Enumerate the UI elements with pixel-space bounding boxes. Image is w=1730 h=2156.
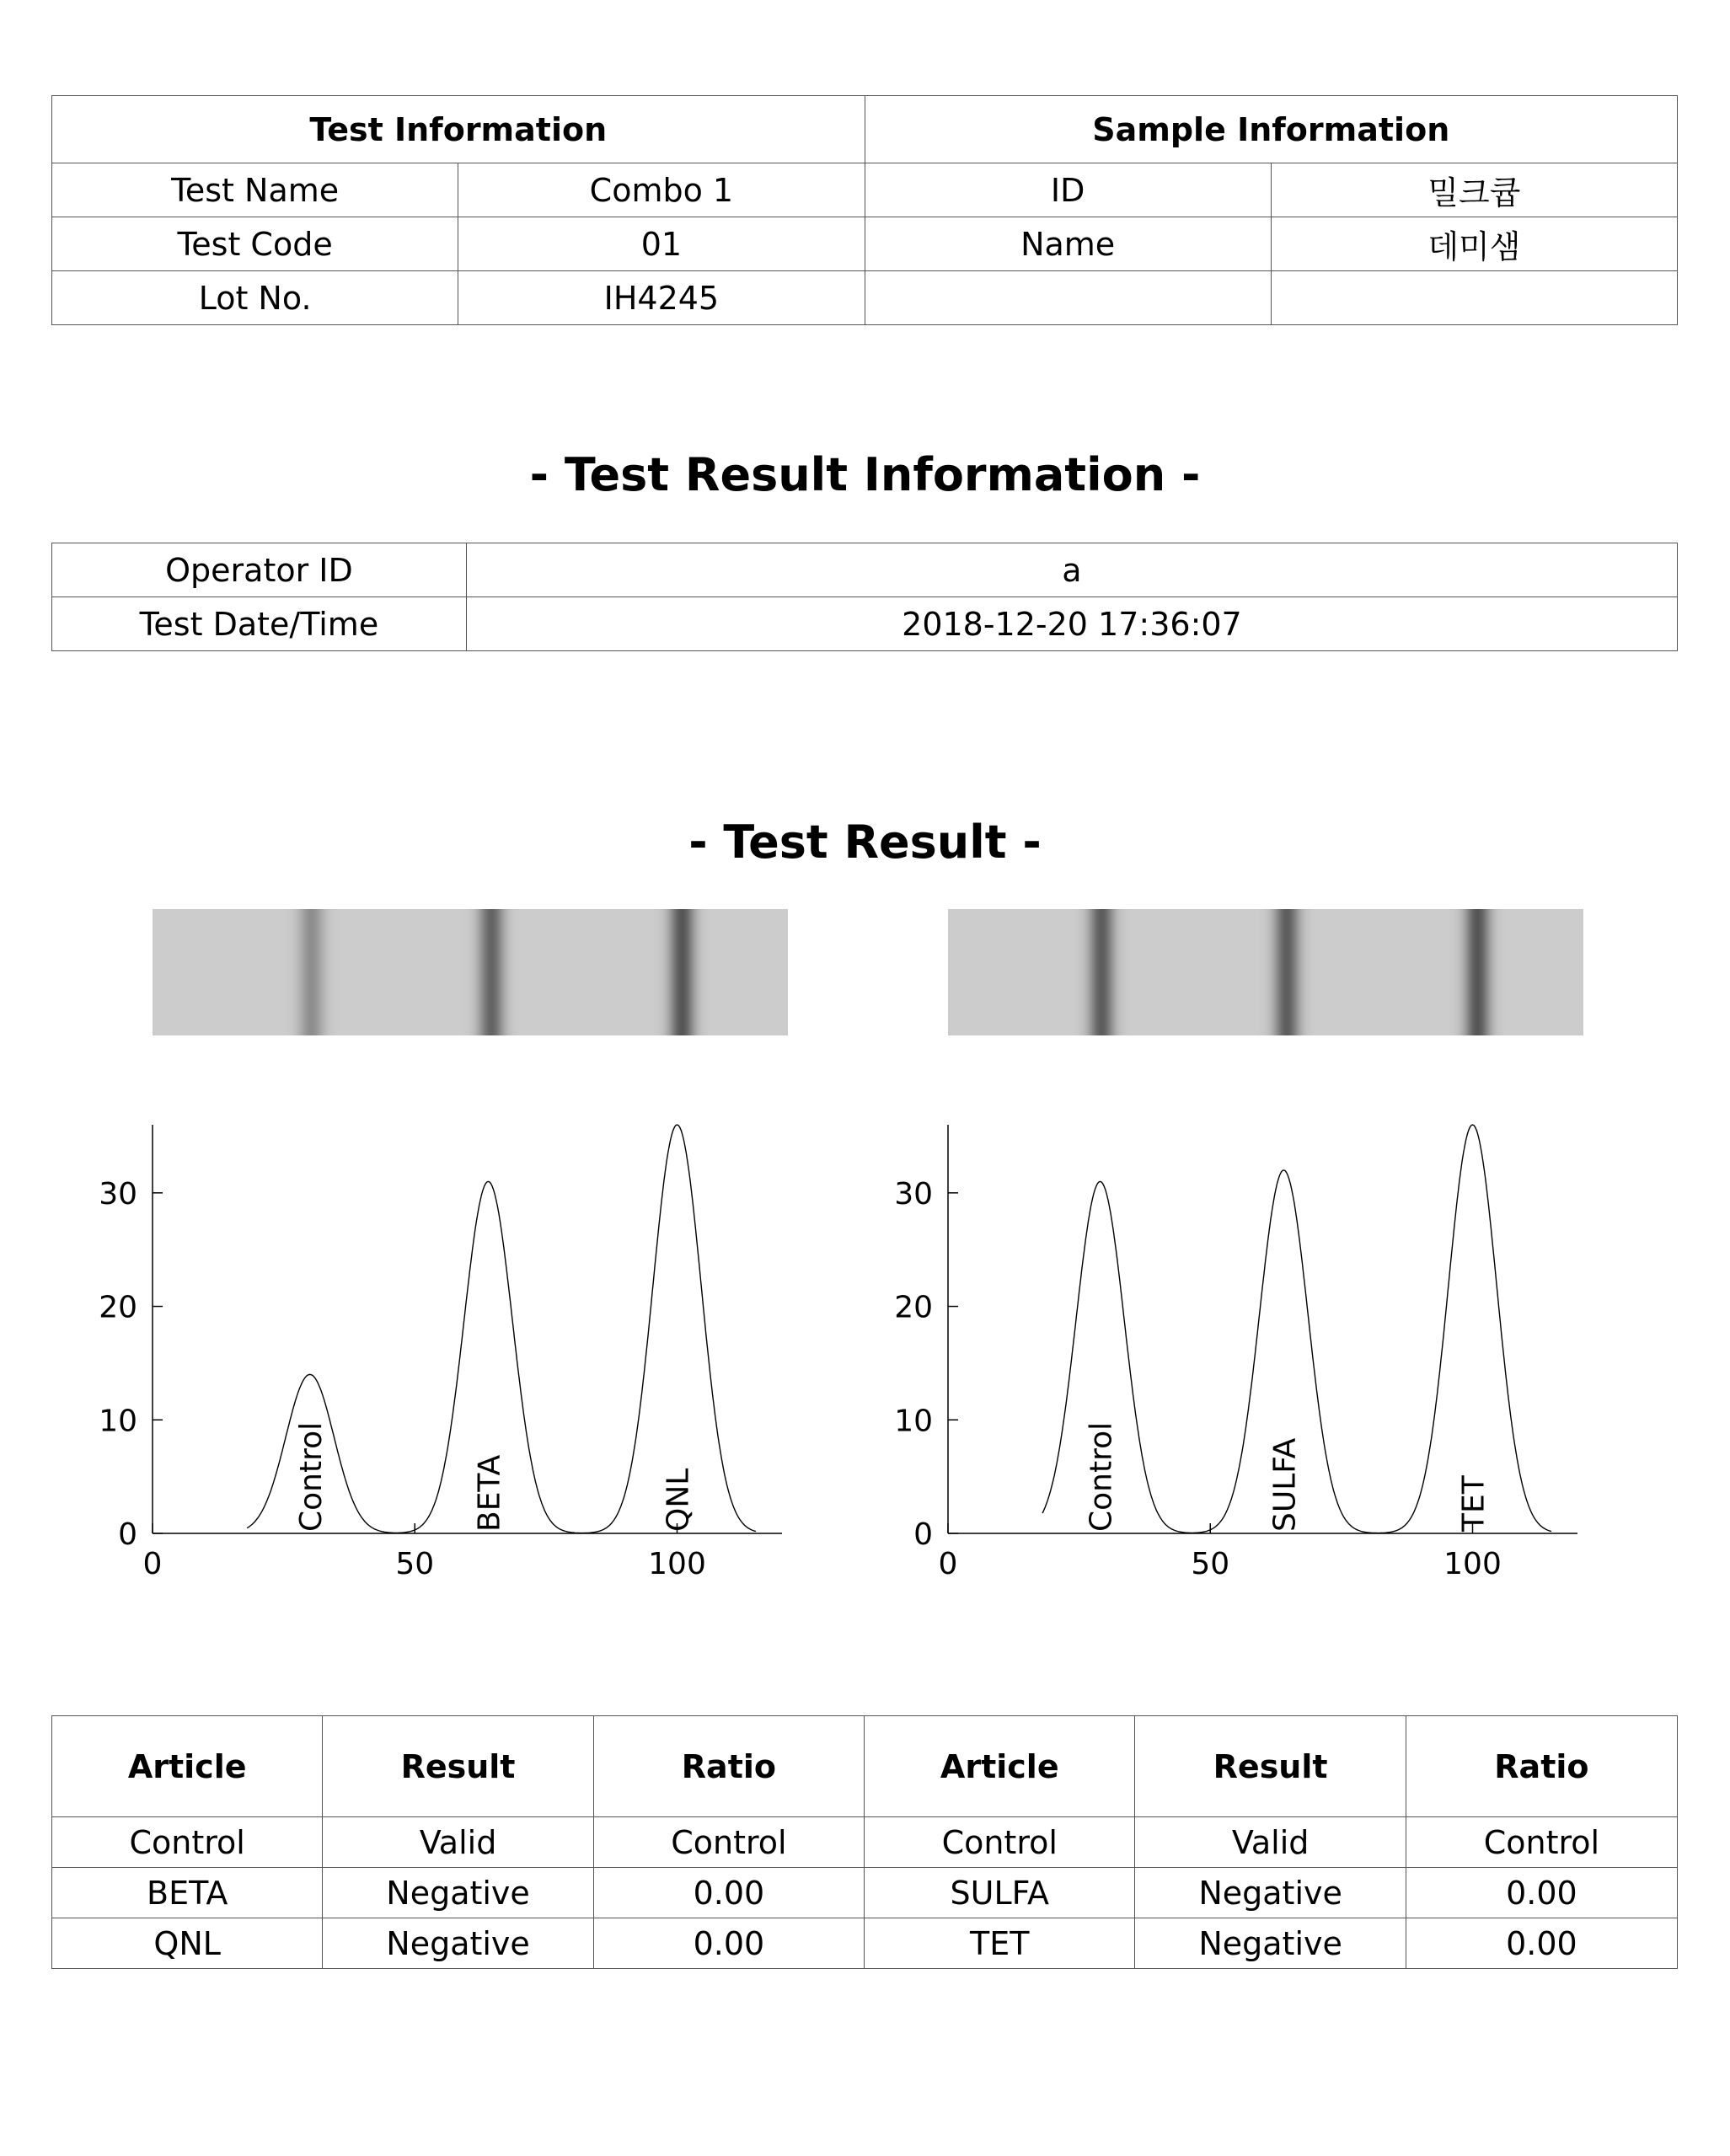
info-table xyxy=(51,95,1678,325)
sample-name-value: 데미샘 xyxy=(1271,217,1677,271)
table-row xyxy=(52,1817,1678,1868)
test-strip-image xyxy=(153,909,788,1035)
table-cell: 0.00 xyxy=(593,1868,864,1918)
operator-table xyxy=(51,543,1678,651)
sample-information-header: Sample Information xyxy=(865,96,1678,163)
table-cell: Valid xyxy=(1135,1817,1406,1868)
header-article: Article xyxy=(52,1716,323,1817)
operator-id-value: a xyxy=(466,543,1677,597)
y-tick-label: 30 xyxy=(99,1176,137,1212)
sample-empty-label xyxy=(865,271,1271,325)
table-cell: SULFA xyxy=(865,1868,1135,1918)
header-article: Article xyxy=(865,1716,1135,1817)
peak-label: BETA xyxy=(472,1454,507,1532)
table-cell: Negative xyxy=(1135,1918,1406,1969)
lot-no-value: IH4245 xyxy=(458,271,865,325)
x-tick-label: 100 xyxy=(648,1547,706,1581)
y-tick-label: 20 xyxy=(99,1290,137,1325)
operator-id-label: Operator ID xyxy=(52,543,467,597)
table-row xyxy=(52,1918,1678,1969)
test-information-header: Test Information xyxy=(52,96,865,163)
test-code-value: 01 xyxy=(458,217,865,271)
peak-label: SULFA xyxy=(1267,1437,1303,1532)
peak-label: Control xyxy=(293,1421,329,1532)
table-cell: Control xyxy=(52,1817,323,1868)
test-code-label: Test Code xyxy=(52,217,458,271)
y-tick-label: 0 xyxy=(913,1517,933,1552)
test-name-label: Test Name xyxy=(52,163,458,217)
y-tick-label: 10 xyxy=(894,1404,933,1439)
table-cell: QNL xyxy=(52,1918,323,1969)
x-tick-label: 0 xyxy=(938,1547,958,1581)
y-tick-label: 20 xyxy=(894,1290,933,1325)
peak-label: Control xyxy=(1084,1421,1119,1532)
peak-chart xyxy=(863,1104,1672,1584)
results-table xyxy=(51,1715,1678,1969)
table-cell: 0.00 xyxy=(593,1918,864,1969)
x-tick-label: 50 xyxy=(395,1547,435,1581)
peak-label: TET xyxy=(1456,1475,1492,1532)
y-tick-label: 10 xyxy=(99,1404,137,1439)
header-result: Result xyxy=(1135,1716,1406,1817)
x-tick-label: 0 xyxy=(142,1547,163,1581)
table-cell: 0.00 xyxy=(1406,1918,1677,1969)
table-cell: Negative xyxy=(1135,1868,1406,1918)
table-cell: TET xyxy=(865,1918,1135,1969)
sample-name-label: Name xyxy=(865,217,1271,271)
x-tick-label: 100 xyxy=(1443,1547,1502,1581)
test-name-value: Combo 1 xyxy=(458,163,865,217)
header-ratio: Ratio xyxy=(1406,1716,1677,1817)
sample-id-value: 밀크큡 xyxy=(1271,163,1677,217)
table-cell: Valid xyxy=(323,1817,593,1868)
table-cell: Control xyxy=(593,1817,864,1868)
table-cell: BETA xyxy=(52,1868,323,1918)
table-cell: Control xyxy=(1406,1817,1677,1868)
table-cell: Negative xyxy=(323,1918,593,1969)
result-info-title: - Test Result Information - xyxy=(529,448,1201,501)
test-strip-image xyxy=(948,909,1583,1035)
test-datetime-label: Test Date/Time xyxy=(52,597,467,651)
table-cell: Negative xyxy=(323,1868,593,1918)
table-cell: Control xyxy=(865,1817,1135,1868)
sample-id-label: ID xyxy=(865,163,1271,217)
header-result: Result xyxy=(323,1716,593,1817)
table-cell: 0.00 xyxy=(1406,1868,1677,1918)
y-tick-label: 30 xyxy=(894,1176,933,1212)
peak-chart xyxy=(67,1104,876,1584)
x-tick-label: 50 xyxy=(1191,1547,1230,1581)
y-tick-label: 0 xyxy=(118,1517,137,1552)
peak-label: QNL xyxy=(661,1468,696,1532)
sample-empty-value xyxy=(1271,271,1677,325)
table-row xyxy=(52,1868,1678,1918)
header-ratio: Ratio xyxy=(593,1716,864,1817)
test-result-title: - Test Result - xyxy=(688,816,1042,869)
lot-no-label: Lot No. xyxy=(52,271,458,325)
test-datetime-value: 2018-12-20 17:36:07 xyxy=(466,597,1677,651)
